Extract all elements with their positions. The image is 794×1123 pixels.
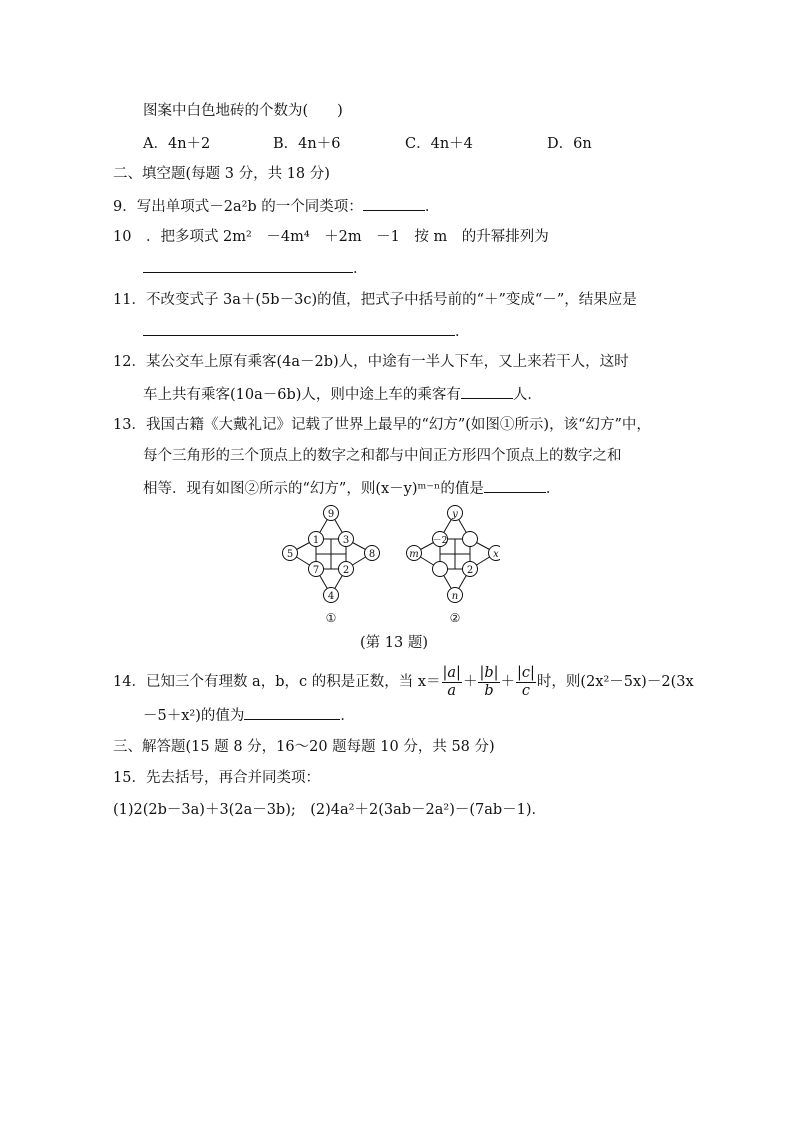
fig2-label-left: m [409,549,419,560]
fig1-label-tl: 1 [312,535,320,546]
q15-subquestions: (1)2(2b－3a)＋3(2a－3b); (2)4a²＋2(3ab－2a²)－(7ab－1)． [113,802,547,818]
figure-1-lines [290,513,372,595]
fig1-label-br: 2 [342,565,350,576]
fig2-label-bottom: n [451,591,459,602]
q12-line2b: 人． [512,387,542,403]
fig2-node-bl [433,562,448,577]
q12-line1: 12．某公交车上原有乘客(4a－2b)人，中途有一半人下车，又上来若干人，这时 [113,354,629,370]
fig1-label-top: 9 [327,509,335,520]
q11-text: 11．不改变式子 3a＋(5b－3c)的值，把式子中括号前的“＋”变成“－”，结果应是 [113,292,637,308]
q13-figures [270,500,500,628]
q10-answer: ． [143,258,368,279]
q8-option-d[interactable]: D．6n [547,136,592,152]
fraction-a: $\frac{|a|}{a}$ [442,664,461,699]
q12-answer-blank[interactable] [461,384,513,399]
q13-figure-caption: (第 13 题) [360,635,428,651]
q8-option-c[interactable]: C．4n＋4 [405,136,473,152]
fig2-label-right: x [493,549,499,560]
q14-line1: 14．已知三个有理数 a，b，c 的积是正数，当 x＝ $\frac{|a|}{a}$ ＋ $\frac{|b|}{b}$ ＋ $\frac{|c|}{c}$ 时，则(2x²－5x)－2(3x [113,664,694,699]
q13-line2: 每个三角形的三个顶点上的数字之和都与中间正方形四个顶点上的数字之和 [143,448,622,464]
q8-stem-tail: 图案中白色地砖的个数为( ) [143,103,343,119]
q14-line2a: －5＋x²)的值为 [143,708,245,724]
fig2-label-br: 2 [466,565,474,576]
fig2-label-top: y [452,509,458,520]
fig1-label-bl: 7 [312,565,320,576]
section3-title: 三、解答题(15 题 8 分，16～20 题每题 10 分，共 58 分) [113,739,495,755]
q13-line1: 13．我国古籍《大戴礼记》记载了世界上最早的“幻方”(如图①所示)，该“幻方”中， [113,417,651,433]
q13-line3-text: 相等．现有如图②所示的“幻方”，则(x－y)ᵐ⁻ⁿ的值是 [143,481,484,497]
fig2-caption: ② [449,611,461,625]
q14-line1b: 时，则(2x²－5x)－2(3x [536,674,694,690]
q10-text: 10 ．把多项式 2m² －4m⁴ ＋2m －1 按 m 的升幂排列为 [113,229,549,245]
q14-line2: －5＋x²)的值为 ． [143,705,355,726]
fraction-c: $\frac{|c|}{c}$ [517,664,535,699]
fig1-label-bottom: 4 [327,591,335,602]
figure-2-lines [414,513,496,595]
q14-answer-blank[interactable] [244,705,340,720]
fraction-b: $\frac{|b|}{b}$ [479,664,499,699]
q13-line3: 相等．现有如图②所示的“幻方”，则(x－y)ᵐ⁻ⁿ的值是 ． [143,478,560,499]
fig1-label-right: 8 [368,549,376,560]
q15-text: 15．先去括号，再合并同类项： [113,770,320,786]
q9-answer-blank[interactable] [363,196,425,211]
fig2-node-tr [463,532,478,547]
q8-option-b[interactable]: B．4n＋6 [273,136,341,152]
q12-line2a: 车上共有乘客(10a－6b)人，则中途上车的乘客有 [143,387,461,403]
q10-answer-blank[interactable] [143,258,353,273]
q13-answer-blank[interactable] [484,478,546,493]
section2-title: 二、填空题(每题 3 分，共 18 分) [113,166,330,182]
fig2-label-tl: －2 [432,536,448,546]
q8-option-a[interactable]: A．4n＋2 [143,136,211,152]
q14-line1a: 14．已知三个有理数 a，b，c 的积是正数，当 x＝ [113,674,441,690]
q9-text: 9．写出单项式－2a²b 的一个同类项： [113,199,363,215]
fig1-label-left: 5 [286,549,294,560]
q9: 9．写出单项式－2a²b 的一个同类项： ． [113,196,439,217]
fig1-caption: ① [325,611,337,625]
fig1-label-tr: 3 [342,535,350,546]
q11-answer: ． [143,321,470,342]
q12-line2 [143,384,542,405]
q11-answer-blank[interactable] [143,321,455,336]
